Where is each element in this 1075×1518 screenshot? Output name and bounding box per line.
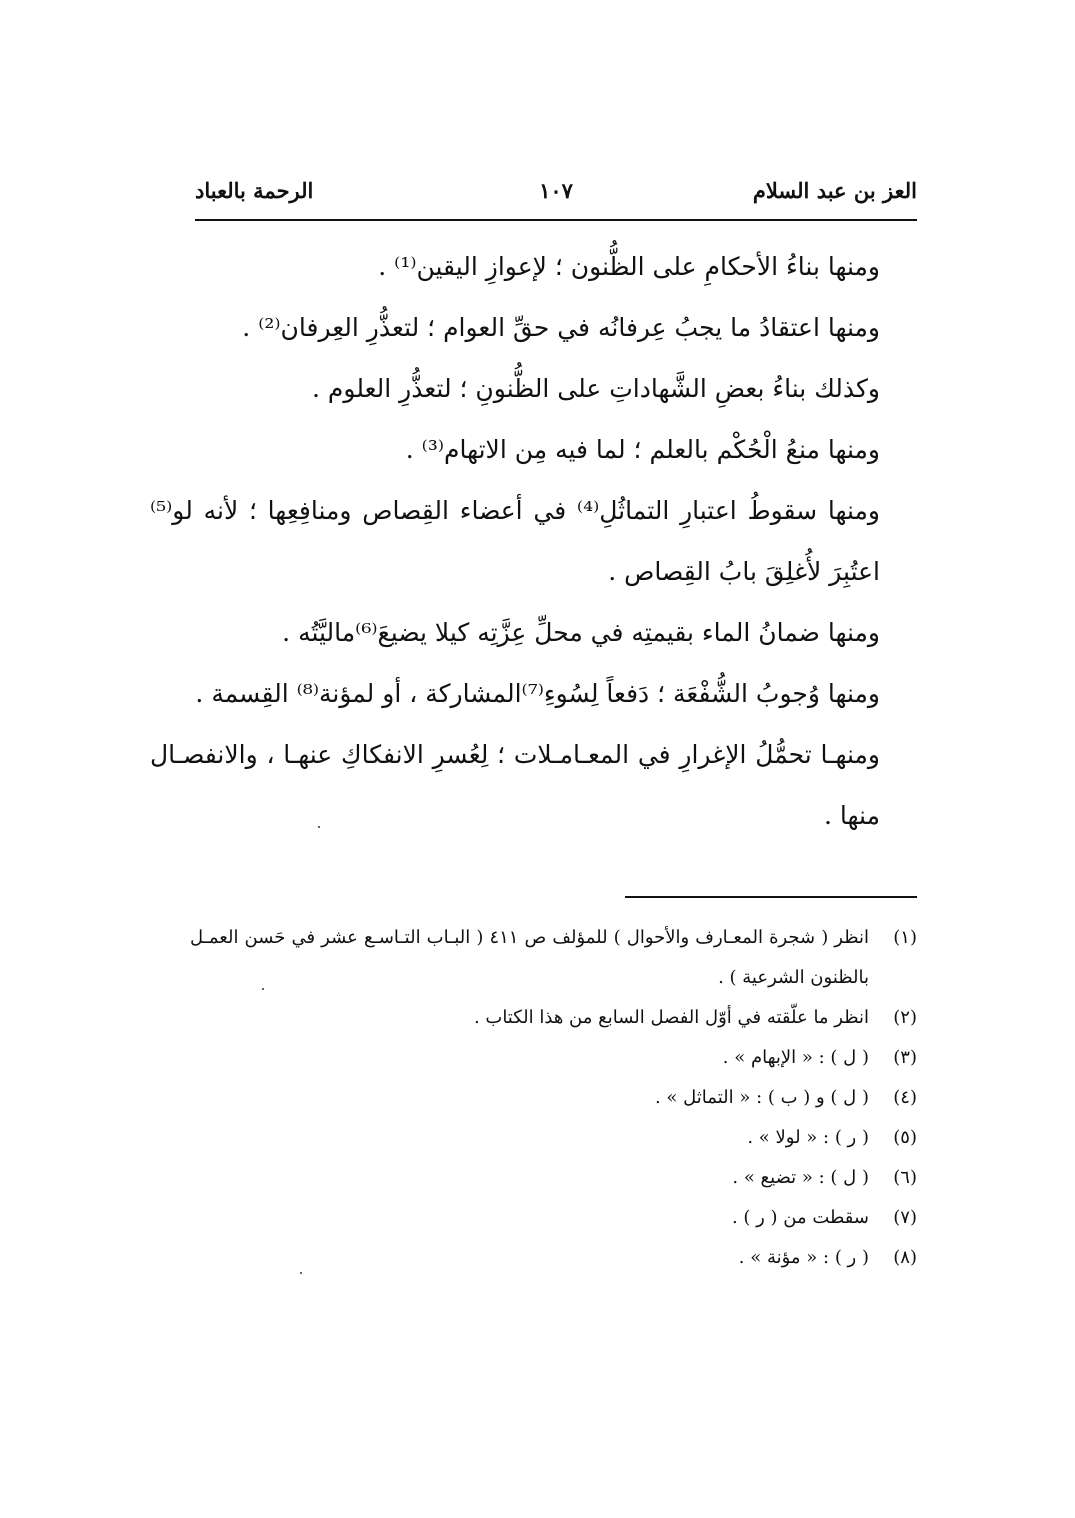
footnote-number: (٣) xyxy=(893,1047,917,1068)
header-rule xyxy=(195,219,917,221)
scan-speck xyxy=(262,988,264,990)
footnotes xyxy=(190,918,917,1278)
footnote-number: (٦) xyxy=(893,1167,917,1188)
paragraph: ومنهـا تحمُّلُ الإغرارِ في المعـامـلات ؛ لِعُسرِ الانفكاكِ عنهـا ، والانفصـال منها . xyxy=(150,740,880,830)
page-number: ١٠٧ xyxy=(539,178,573,203)
footnote-number: (١) xyxy=(893,927,917,948)
footnote xyxy=(190,998,917,1038)
footnote-text: ( ر ) : « لولا » . xyxy=(747,1127,869,1148)
footnote-number: (٧) xyxy=(893,1207,917,1228)
footnote-text: ( ل ) و ( ب ) : « التماثل » . xyxy=(654,1087,869,1108)
paragraph: ومنها سقوطُ اعتبارِ التماثُلِ⁽⁴⁾ في أعضاء القِصاص ومنافِعِها ؛ لأنه لو⁽⁵⁾اعتُبِرَ لأُغلِقَ بابُ القِصاص . xyxy=(150,496,881,586)
footnote xyxy=(190,1198,917,1238)
footnote-text: سقطت من ( ر ) . xyxy=(731,1207,869,1228)
scan-speck xyxy=(300,1272,302,1274)
footnote xyxy=(190,1038,917,1078)
paragraph: ومنها وُجوبُ الشُّفْعَة ؛ دَفعاً لِسُوءِ⁽⁷⁾المشاركة ، أو لمؤنة⁽⁸⁾ القِسمة . xyxy=(195,679,880,708)
footnote-separator xyxy=(625,896,917,898)
footnote-number: (٥) xyxy=(893,1127,917,1148)
paragraph: ومنها منعُ الْحُكْم بالعلم ؛ لما فيه مِن الاتهام⁽³⁾ . xyxy=(405,435,880,464)
footnote-text: ( ر ) : « مؤنة » . xyxy=(738,1247,869,1268)
page-header xyxy=(195,178,917,214)
paragraph: ومنها اعتقادُ ما يجبُ عِرفانُه في حقِّ العوام ؛ لتعذُّرِ العِرفان⁽²⁾ . xyxy=(242,313,880,342)
scan-speck xyxy=(318,826,320,828)
footnote-number: (٨) xyxy=(893,1247,917,1268)
footnote-text: ( ل ) : « الإبهام » . xyxy=(722,1047,869,1068)
footnote-text: انظر ( شجرة المعـارف والأحوال ) للمؤلف ص ٤١١ ( البـاب التـاسـع عشر في حَسن العمـل بالظنون الشرعية ) . xyxy=(190,927,869,988)
paragraph: وكذلك بناءُ بعضِ الشَّهاداتِ على الظُّنونِ ؛ لتعذُّرِ العلوم . xyxy=(312,374,880,403)
footnote xyxy=(190,1118,917,1158)
footnote xyxy=(190,1158,917,1198)
footnote-text: انظر ما علّقته في أوّل الفصل السابع من هذا الكتاب . xyxy=(473,1007,869,1028)
footnote-text: ( ل ) : « تضيع » . xyxy=(732,1167,869,1188)
paragraph: ومنها بناءُ الأحكامِ على الظُّنون ؛ لإعوازِ اليقين⁽¹⁾ . xyxy=(378,252,880,281)
footnote-number: (٢) xyxy=(893,1007,917,1028)
footnote xyxy=(190,1078,917,1118)
main-text xyxy=(150,236,881,846)
footnote-number: (٤) xyxy=(893,1087,917,1108)
paragraph: ومنها ضمانُ الماء بقيمتِه في محلِّ عِزَّتِه كيلا يضيعَ⁽⁶⁾ماليَّتُه . xyxy=(282,618,880,647)
footnote xyxy=(190,918,917,998)
header-chapter-title: الرحمة بالعباد xyxy=(195,178,314,203)
header-author: العز بن عبد السلام xyxy=(752,178,917,203)
